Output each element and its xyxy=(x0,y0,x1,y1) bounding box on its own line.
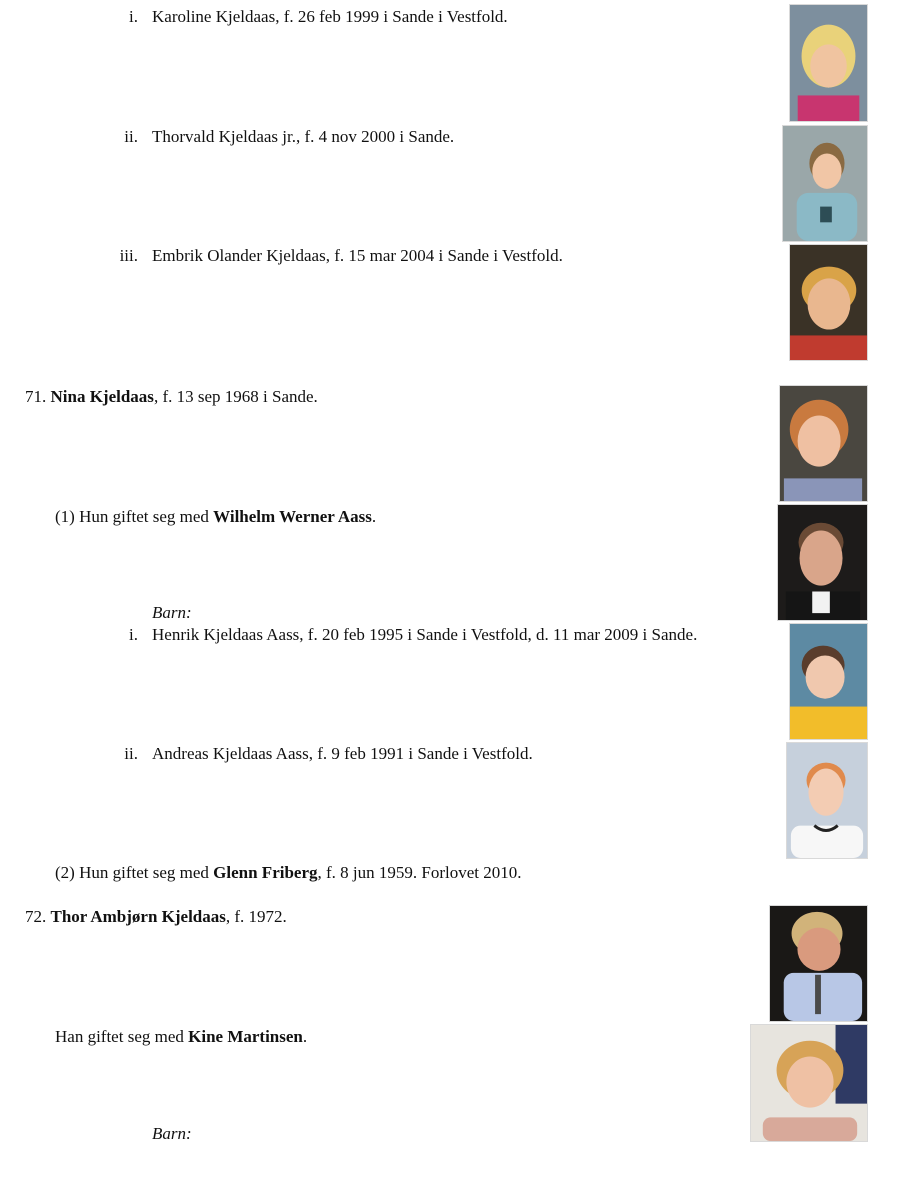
portrait-photo xyxy=(779,385,868,502)
child-entry-text: Henrik Kjeldaas Aass, f. 20 feb 1995 i Sande i Vestfold, d. 11 mar 2009 i Sande. xyxy=(152,625,698,644)
entry-number: 71. xyxy=(25,387,47,406)
marriage-prefix: (1) Hun giftet seg med xyxy=(55,507,214,526)
child-numeral: iii. xyxy=(119,246,138,265)
portrait-photo xyxy=(789,244,868,361)
spouse-name: Glenn Friberg xyxy=(213,863,318,882)
marriage-line xyxy=(55,863,522,883)
child-entry-text: Embrik Olander Kjeldaas, f. 15 mar 2004 i Sande i Vestfold. xyxy=(152,246,563,265)
child-numeral: ii. xyxy=(124,744,138,763)
marriage-prefix: (2) Hun giftet seg med xyxy=(55,863,214,882)
spouse-name: Kine Martinsen xyxy=(188,1027,303,1046)
portrait-photo xyxy=(750,1024,868,1142)
marriage-prefix: Han giftet seg med xyxy=(55,1027,189,1046)
person-details: , f. 1972. xyxy=(225,907,287,926)
marriage-line xyxy=(55,1027,307,1047)
person-name: Nina Kjeldaas xyxy=(50,387,154,406)
child-entry-text: Thorvald Kjeldaas jr., f. 4 nov 2000 i Sande. xyxy=(152,127,455,146)
children-heading: Barn: xyxy=(152,1124,192,1143)
portrait-photo xyxy=(789,4,868,122)
child-entry-text: Andreas Kjeldaas Aass, f. 9 feb 1991 i Sande i Vestfold. xyxy=(152,744,533,763)
person-entry-72 xyxy=(25,907,287,927)
entry-number: 72. xyxy=(25,907,47,926)
marriage-line xyxy=(55,507,376,527)
marriage-suffix: . xyxy=(302,1027,308,1046)
marriage-suffix: . xyxy=(371,507,377,526)
person-details: , f. 13 sep 1968 i Sande. xyxy=(153,387,318,406)
marriage-suffix: , f. 8 jun 1959. Forlovet 2010. xyxy=(317,863,522,882)
child-numeral: i. xyxy=(129,7,138,26)
portrait-photo xyxy=(777,504,868,621)
child-entry-text: Karoline Kjeldaas, f. 26 feb 1999 i Sande i Vestfold. xyxy=(152,7,508,26)
person-entry-71 xyxy=(25,387,318,407)
children-heading: Barn: xyxy=(152,603,192,622)
child-numeral: i. xyxy=(129,625,138,644)
spouse-name: Wilhelm Werner Aass xyxy=(213,507,372,526)
child-numeral: ii. xyxy=(124,127,138,146)
person-name: Thor Ambjørn Kjeldaas xyxy=(50,907,226,926)
portrait-photo xyxy=(769,905,868,1022)
portrait-photo xyxy=(782,125,868,242)
portrait-photo xyxy=(789,623,868,740)
portrait-photo xyxy=(786,742,868,859)
